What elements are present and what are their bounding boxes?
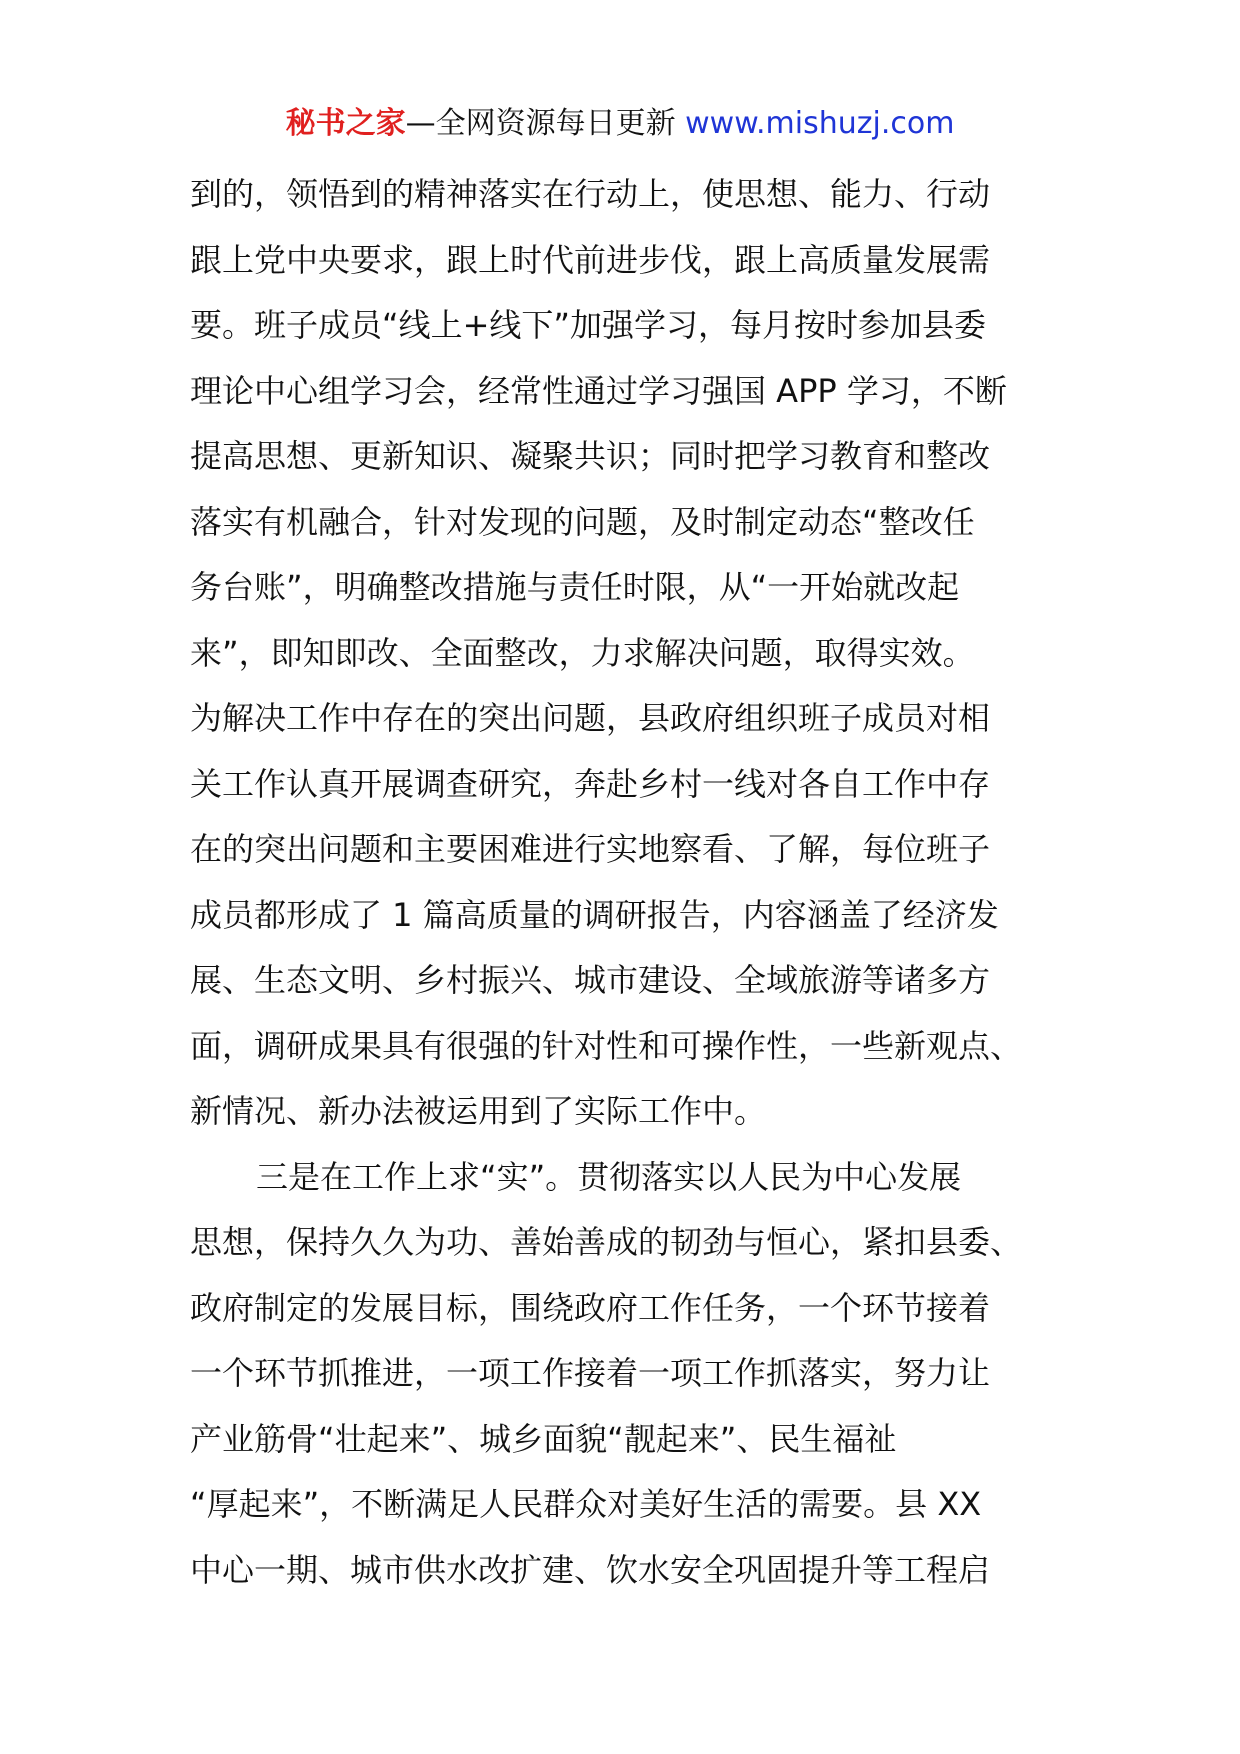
text-line: 跟上党中央要求，跟上时代前进步伐，跟上高质量发展需 bbox=[190, 240, 991, 279]
text-line: 面，调研成果具有很强的针对性和可操作性，一些新观点、 bbox=[190, 1026, 1023, 1065]
text-line: 一个环节抓推进，一项工作接着一项工作抓落实，努力让 bbox=[190, 1354, 991, 1392]
text-line: 为解决工作中存在的突出问题，县政府组织班子成员对相 bbox=[190, 699, 991, 737]
text-line: 要。班子成员“线上+线下”加强学习，每月按时参加县委 bbox=[190, 306, 986, 344]
paragraph-start-line: 三是在工作上求“实”。贯彻落实以人民为中心发展 bbox=[256, 1157, 962, 1196]
site-url-link[interactable]: www.mishuzj.com bbox=[685, 106, 955, 141]
text-line: 新情况、新办法被运用到了实际工作中。 bbox=[190, 1092, 767, 1130]
text-line: 成员都形成了 1 篇高质量的调研报告，内容涵盖了经济发 bbox=[190, 895, 999, 934]
text-line: “厚起来”，不断满足人民群众对美好生活的需要。县 XX bbox=[190, 1485, 982, 1523]
text-line: 产业筋骨“壮起来”、城乡面貌“靓起来”、民生福祉 bbox=[190, 1419, 897, 1458]
text-line: 思想，保持久久为功、善始善成的韧劲与恒心，紧扣县委、 bbox=[190, 1223, 1023, 1261]
text-line: 展、生态文明、乡村振兴、城市建设、全域旅游等诸多方 bbox=[190, 961, 991, 999]
site-header bbox=[0, 100, 1240, 148]
text-line: 来”，即知即改、全面整改，力求解决问题，取得实效。 bbox=[190, 633, 975, 672]
text-line: 理论中心组学习会，经常性通过学习强国 APP 学习，不断 bbox=[190, 371, 1007, 410]
text-line: 务台账”，明确整改措施与责任时限，从“一开始就改起 bbox=[190, 568, 960, 606]
brand-name: 秘书之家 bbox=[285, 106, 406, 141]
header-tagline: —全网资源每日更新 bbox=[405, 106, 676, 141]
text-line: 在的突出问题和主要困难进行实地察看、了解，每位班子 bbox=[190, 830, 991, 868]
text-line: 落实有机融合，针对发现的问题，及时制定动态“整改任 bbox=[190, 502, 975, 541]
text-line: 中心一期、城市供水改扩建、饮水安全巩固提升等工程启 bbox=[190, 1550, 991, 1589]
text-line: 到的，领悟到的精神落实在行动上，使思想、能力、行动 bbox=[190, 175, 991, 213]
text-line: 提高思想、更新知识、凝聚共识；同时把学习教育和整改 bbox=[190, 437, 991, 475]
text-line: 关工作认真开展调查研究，奔赴乡村一线对各自工作中存 bbox=[190, 764, 991, 803]
document-body bbox=[190, 162, 1070, 1603]
text-line: 政府制定的发展目标，围绕政府工作任务，一个环节接着 bbox=[190, 1288, 991, 1327]
